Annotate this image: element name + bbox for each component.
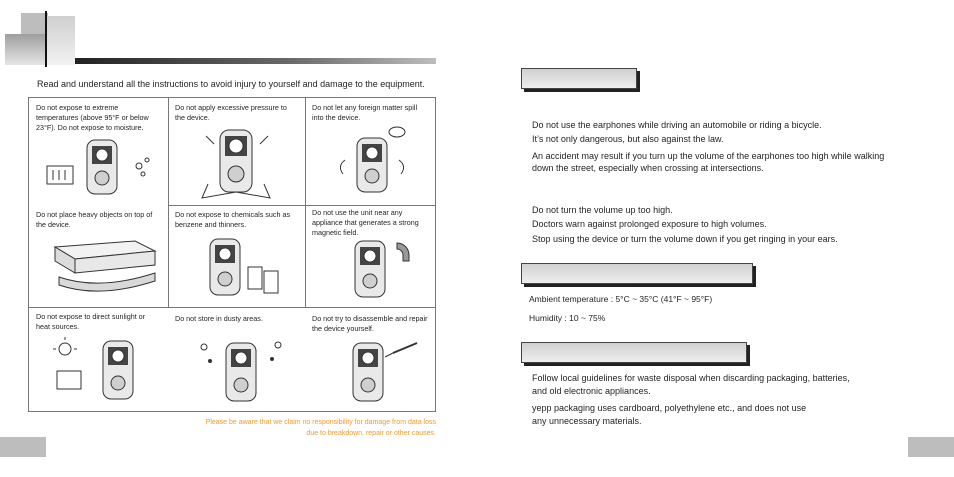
dust-illustration: [196, 337, 286, 405]
warning-text: Do not apply excessive pressure to the device.: [175, 103, 287, 122]
warning-text: Do not store in dusty areas.: [175, 314, 263, 323]
page-number-tab-right: [908, 437, 954, 457]
warning-text: Do not expose to extreme temperatures (above 95°F or below 23°F). Do not expose to moisture.: [36, 103, 149, 132]
device-pressure-illustration: [198, 126, 278, 202]
section-heading-bar-disposal: [521, 342, 747, 363]
earphones-text: Do not turn the volume up too high.: [532, 205, 673, 215]
warning-cell: [305, 205, 436, 307]
warning-text: Do not let any foreign matter spill into the device.: [312, 103, 418, 122]
warning-cell: [29, 307, 168, 411]
warning-text: Do not use the unit near any appliance that generates a strong magnetic field.: [312, 208, 419, 237]
sunlight-illustration: [51, 337, 161, 405]
disposal-text: yepp packaging uses cardboard, polyethylene etc., and does not use: [532, 403, 807, 413]
page-number-tab-left: [0, 437, 46, 457]
warning-grid: [28, 97, 436, 412]
header-vertical-line: [45, 11, 47, 67]
disclaimer-line: Please be aware that we claim no responsibility for damage from data loss: [205, 419, 436, 426]
header-square-large: [5, 34, 45, 65]
earphones-text: Doctors warn against prolonged exposure to high volumes.: [532, 219, 767, 229]
earphones-text: Do not use the earphones while driving an automobile or riding a bicycle.: [532, 120, 822, 130]
warning-cell: [305, 98, 436, 205]
disclaimer-line: due to breakdown, repair or other causes.: [306, 430, 436, 437]
device-temperature-illustration: [43, 136, 163, 198]
disposal-text: any unnecessary materials.: [532, 416, 642, 426]
earphones-text: An accident may result if you turn up the volume of the earphones too high while walking: [532, 151, 885, 161]
section-heading-bar-environment: [521, 263, 753, 284]
disposal-text: and old electronic appliances.: [532, 386, 651, 396]
device-spill-illustration: [335, 126, 415, 196]
warning-cell: [305, 307, 436, 411]
header-square-mid: [45, 16, 75, 65]
header-rule: [75, 58, 436, 64]
warning-cell: [168, 307, 305, 411]
warning-text: Do not expose to chemicals such as benzene and thinners.: [175, 210, 291, 229]
earphones-text: down the street, especially when crossing at intersections.: [532, 163, 764, 173]
warning-text: Do not expose to direct sunlight or heat sources.: [36, 312, 146, 331]
warning-cell: [29, 205, 168, 307]
section-heading-bar-earphones: [521, 68, 637, 89]
magnet-illustration: [335, 237, 425, 301]
humidity: Humidity : 10 ~ 75%: [529, 313, 606, 323]
disassemble-illustration: [337, 337, 427, 405]
warning-cell: [168, 205, 305, 307]
warning-cell: [29, 98, 168, 205]
warning-cell: [168, 98, 305, 205]
warning-text: Do not try to disassemble and repair the device yourself.: [312, 314, 428, 333]
disposal-text: Follow local guidelines for waste disposal when discarding packaging, batteries,: [532, 373, 850, 383]
chemicals-illustration: [198, 235, 288, 303]
warning-text: Do not place heavy objects on top of the device.: [36, 210, 153, 229]
intro-text: Read and understand all the instructions to avoid injury to yourself and damage to the equipment.: [37, 79, 425, 89]
heavy-object-illustration: [45, 237, 165, 301]
earphones-text: Stop using the device or turn the volume down if you get ringing in your ears.: [532, 234, 838, 244]
ambient-temperature: Ambient temperature : 5°C ~ 35°C (41°F ~ 95°F): [529, 294, 713, 304]
disclaimer-notice: [180, 417, 436, 439]
earphones-text: It’s not only dangerous, but also against the law.: [532, 134, 724, 144]
